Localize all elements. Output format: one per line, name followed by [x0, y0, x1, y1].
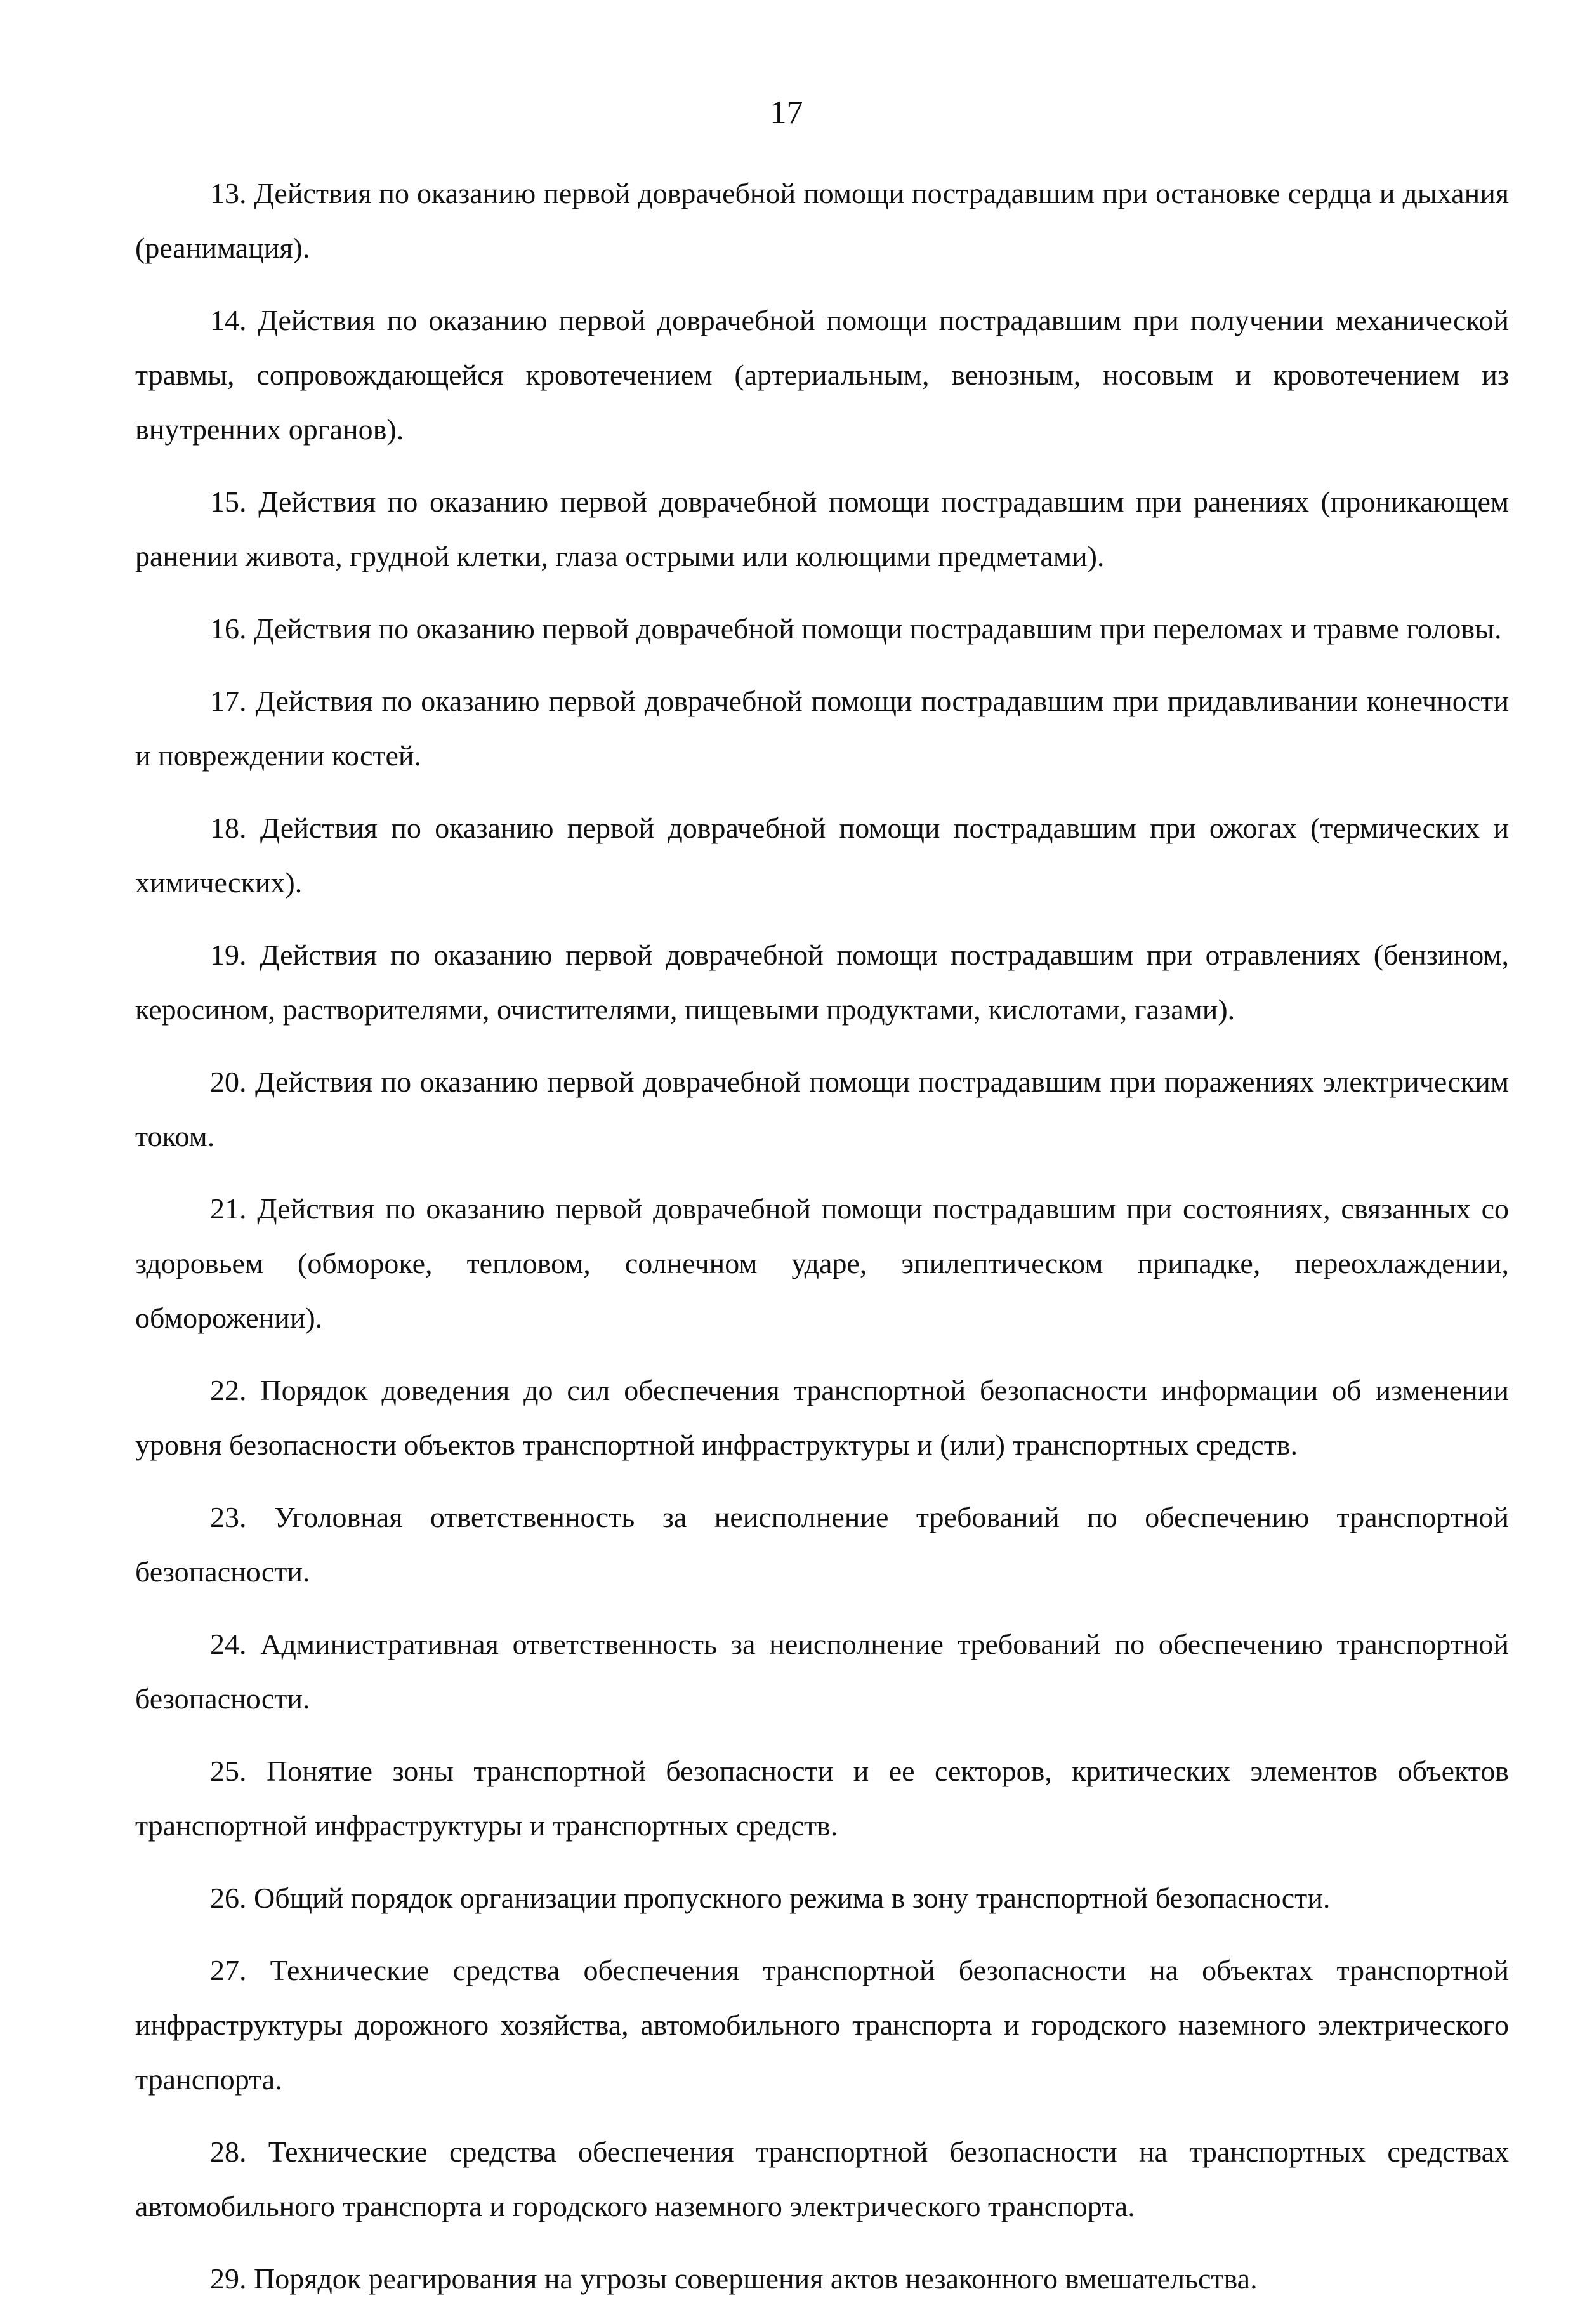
list-item: 28. Технические средства обеспечения транспортной безопасности на транспортных средствах автомобильного транспорта и городского наземного электрического транспорта.: [135, 2136, 1509, 2222]
list-item: 16. Действия по оказанию первой доврачебной помощи пострадавшим при переломах и травме головы.: [210, 612, 1502, 645]
list-item: 21. Действия по оказанию первой доврачебной помощи пострадавшим при состояниях, связанных со здоровьем (обмороке, тепловом, солнечном ударе, эпилептическом припадке, переохлаждении, обморожении).: [135, 1192, 1509, 1334]
list-item: 27. Технические средства обеспечения транспортной безопасности на объектах транспортной инфраструктуры дорожного хозяйства, автомобильного транспорта и городского наземного электрического транспорта.: [135, 1954, 1509, 2096]
document-body: [135, 166, 1509, 2324]
list-item: 22. Порядок доведения до сил обеспечения транспортной безопасности информации об изменении уровня безопасности объектов транспортной инфраструктуры и (или) транспортных средств.: [135, 1374, 1509, 1461]
list-item: 14. Действия по оказанию первой доврачебной помощи пострадавшим при получении механической травмы, сопровождающейся кровотечением (артериальным, венозным, носовым и кровотечением из внутренних органов).: [135, 304, 1509, 446]
list-item: 17. Действия по оказанию первой доврачебной помощи пострадавшим при придавливании конечности и повреждении костей.: [135, 685, 1509, 772]
list-item: 19. Действия по оказанию первой доврачебной помощи пострадавшим при отравлениях (бензином, керосином, растворителями, очистителями, пищевыми продуктами, кислотами, газами).: [135, 939, 1509, 1026]
page-number: 17: [770, 95, 803, 131]
list-item: 25. Понятие зоны транспортной безопасности и ее секторов, критических элементов объектов транспортной инфраструктуры и транспортных средств.: [135, 1755, 1509, 1842]
list-item: 15. Действия по оказанию первой доврачебной помощи пострадавшим при ранениях (проникающем ранении живота, грудной клетки, глаза острыми или колющими предметами).: [135, 485, 1509, 572]
list-item: 13. Действия по оказанию первой доврачебной помощи пострадавшим при остановке сердца и дыхания (реанимация).: [135, 177, 1509, 264]
list-item: 29. Порядок реагирования на угрозы совершения актов незаконного вмешательства.: [210, 2262, 1258, 2295]
list-item: 26. Общий порядок организации пропускного режима в зону транспортной безопасности.: [210, 1882, 1331, 1914]
list-item: 18. Действия по оказанию первой доврачебной помощи пострадавшим при ожогах (термических и химических).: [135, 812, 1509, 899]
list-item: 23. Уголовная ответственность за неисполнение требований по обеспечению транспортной безопасности.: [135, 1501, 1509, 1588]
list-item: 24. Административная ответственность за неисполнение требований по обеспечению транспортной безопасности.: [135, 1628, 1509, 1715]
list-item: 20. Действия по оказанию первой доврачебной помощи пострадавшим при поражениях электрическим током.: [135, 1066, 1509, 1152]
